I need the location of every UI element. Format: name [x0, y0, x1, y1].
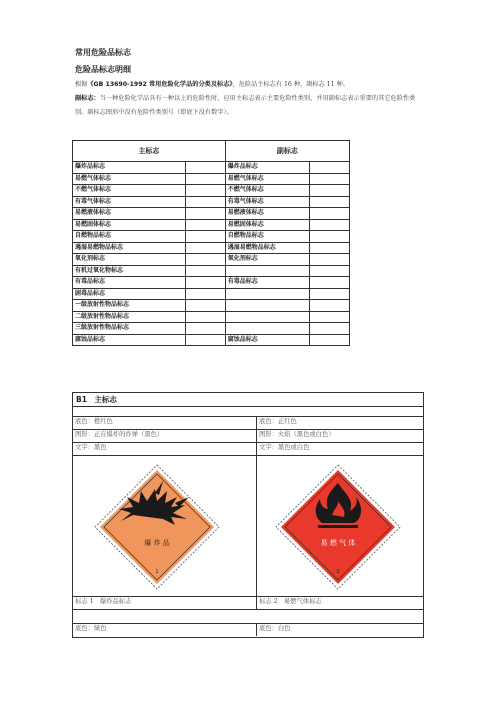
- secondary-sign-text: 当一种危险化学品具有一种以上的危险性时，应用主标志表示主要危险性类别，并用副标志表示重要的其它危险性类别。副标志图形中没有危险性类别号（即底下没有数字）。: [75, 95, 416, 116]
- intro-suffix: ，危险品主标志有 16 种，副标志 11 种。: [232, 81, 349, 88]
- primary-sign-cell: 遇湿易燃物品标志: [73, 242, 186, 254]
- empty-cell: [310, 231, 350, 243]
- intro-prefix: 根据: [75, 81, 88, 88]
- right-text-color: 文字：黑色或白色: [259, 444, 310, 451]
- secondary-sign-cell: 爆炸品标志: [225, 162, 310, 174]
- empty-cell: [310, 300, 350, 312]
- empty-cell: [310, 323, 350, 335]
- empty-cell: [310, 162, 350, 174]
- sign-table-row: [73, 185, 350, 197]
- empty-cell: [310, 208, 350, 220]
- primary-sign-cell: 爆炸品标志: [73, 162, 186, 174]
- bg-row: [73, 416, 423, 430]
- empty-cell: [310, 242, 350, 254]
- sign-table-row: [73, 173, 350, 185]
- left-next-bg: 底色：绿色: [75, 625, 107, 632]
- flammable-gas-sign-label: 易 燃 气 体: [320, 539, 356, 547]
- next-bg-row: [73, 623, 423, 636]
- sign-table-row: [73, 231, 350, 243]
- spacer-row-2: [73, 609, 423, 624]
- empty-cell: [310, 185, 350, 197]
- secondary-sign-cell: [225, 311, 310, 323]
- primary-sign-cell: 三级放射性物品标志: [73, 323, 186, 335]
- left-text-color: 文字：黑色: [75, 444, 107, 451]
- primary-sign-section: [72, 392, 424, 638]
- secondary-sign-cell: 氧化剂标志: [225, 254, 310, 266]
- header-secondary: 副标志: [225, 141, 349, 162]
- empty-cell: [186, 334, 226, 346]
- sign-table-row: [73, 334, 350, 346]
- primary-sign-cell: 不燃气体标志: [73, 185, 186, 197]
- sign-table-row: [73, 265, 350, 277]
- primary-sign-cell: 氧化剂标志: [73, 254, 186, 266]
- sign-table-row: [73, 208, 350, 220]
- empty-cell: [186, 323, 226, 335]
- empty-cell: [310, 277, 350, 289]
- primary-sign-cell: 有机过氧化物标志: [73, 265, 186, 277]
- empty-cell: [186, 231, 226, 243]
- empty-cell: [310, 334, 350, 346]
- sign-table-row: [73, 288, 350, 300]
- primary-sign-cell: 有毒气体标志: [73, 196, 186, 208]
- secondary-sign-cell: 有毒气体标志: [225, 196, 310, 208]
- explosive-sign-number: 1: [155, 569, 159, 575]
- empty-cell: [186, 219, 226, 231]
- secondary-sign-cell: [225, 300, 310, 312]
- primary-sign-cell: 易燃液体标志: [73, 208, 186, 220]
- primary-sign-cell: 有毒品标志: [73, 277, 186, 289]
- text-color-row: [73, 442, 423, 456]
- caption-row: [73, 596, 423, 610]
- secondary-sign-cell: 易燃固体标志: [225, 219, 310, 231]
- empty-cell: [186, 185, 226, 197]
- sign-table-row: [73, 219, 350, 231]
- right-figure-text: 图形：火焰（黑色或白色）: [259, 431, 335, 438]
- primary-sign-cell: 一级放射性物品标志: [73, 300, 186, 312]
- secondary-sign-cell: 有毒品标志: [225, 277, 310, 289]
- left-caption: 标志 1 爆炸品标志: [75, 598, 132, 605]
- flammable-gas-sign-number: 2: [336, 569, 340, 575]
- empty-cell: [186, 300, 226, 312]
- empty-cell: [310, 254, 350, 266]
- empty-cell: [186, 254, 226, 266]
- empty-cell: [186, 277, 226, 289]
- secondary-sign-cell: 遇湿易燃物品标志: [225, 242, 310, 254]
- empty-cell: [310, 311, 350, 323]
- section-title: B1 主标志: [76, 395, 117, 404]
- section-title-row: [73, 393, 423, 407]
- doc-subtitle: 危险品标志明细: [75, 65, 131, 74]
- empty-cell: [310, 265, 350, 277]
- empty-cell: [310, 196, 350, 208]
- empty-cell: [186, 288, 226, 300]
- empty-cell: [186, 242, 226, 254]
- sign-table-header: [73, 141, 350, 162]
- right-next-bg: 底色：白色: [259, 625, 291, 632]
- flammable-gas-sign: [274, 463, 402, 591]
- secondary-sign-cell: [225, 323, 310, 335]
- empty-cell: [310, 219, 350, 231]
- explosive-sign: [93, 463, 221, 591]
- secondary-sign-cell: 不燃气体标志: [225, 185, 310, 197]
- explosive-sign-label: 爆 炸 品: [144, 539, 170, 547]
- header-primary: 主标志: [73, 141, 226, 162]
- sign-table-row: [73, 277, 350, 289]
- primary-sign-cell: 自燃物品标志: [73, 231, 186, 243]
- doc-title: 常用危险品标志: [75, 48, 131, 57]
- secondary-sign-cell: [225, 288, 310, 300]
- left-bg-text: 底色：橙红色: [75, 418, 113, 425]
- primary-sign-cell: 易燃气体标志: [73, 173, 186, 185]
- empty-cell: [186, 311, 226, 323]
- empty-cell: [186, 173, 226, 185]
- right-caption: 标志 2 易燃气体标志: [259, 598, 322, 605]
- empty-cell: [310, 288, 350, 300]
- primary-sign-cell: 剧毒品标志: [73, 288, 186, 300]
- right-bg-text: 底色：正红色: [259, 418, 297, 425]
- secondary-sign-cell: 易燃液体标志: [225, 208, 310, 220]
- sign-table-row: [73, 300, 350, 312]
- sign-table-row: [73, 242, 350, 254]
- secondary-sign-cell: [225, 265, 310, 277]
- empty-cell: [186, 196, 226, 208]
- primary-sign-cell: 二级放射性物品标志: [73, 311, 186, 323]
- secondary-sign-cell: 易燃气体标志: [225, 173, 310, 185]
- sign-table-row: [73, 311, 350, 323]
- primary-sign-cell: 腐蚀品标志: [73, 334, 186, 346]
- standard-link[interactable]: 《GB 13690-1992 常用危险化学品的分类及标志》: [87, 81, 233, 88]
- sign-table-row: [73, 196, 350, 208]
- sign-table-row: [73, 162, 350, 174]
- image-row: [73, 455, 423, 597]
- primary-sign-cell: 易燃固体标志: [73, 219, 186, 231]
- empty-cell: [310, 173, 350, 185]
- sign-table-row: [73, 254, 350, 266]
- empty-cell: [186, 265, 226, 277]
- sign-table-row: [73, 323, 350, 335]
- figure-row: [73, 429, 423, 443]
- secondary-sign-cell: 腐蚀品标志: [225, 334, 310, 346]
- sign-table: [72, 140, 350, 346]
- secondary-sign-label: 副标志：: [75, 95, 100, 102]
- intro-paragraph: [75, 78, 422, 120]
- empty-cell: [186, 208, 226, 220]
- empty-cell: [186, 162, 226, 174]
- left-figure-text: 图形：正在爆炸的炸弹（黑色）: [75, 431, 164, 438]
- secondary-sign-cell: 自燃物品标志: [225, 231, 310, 243]
